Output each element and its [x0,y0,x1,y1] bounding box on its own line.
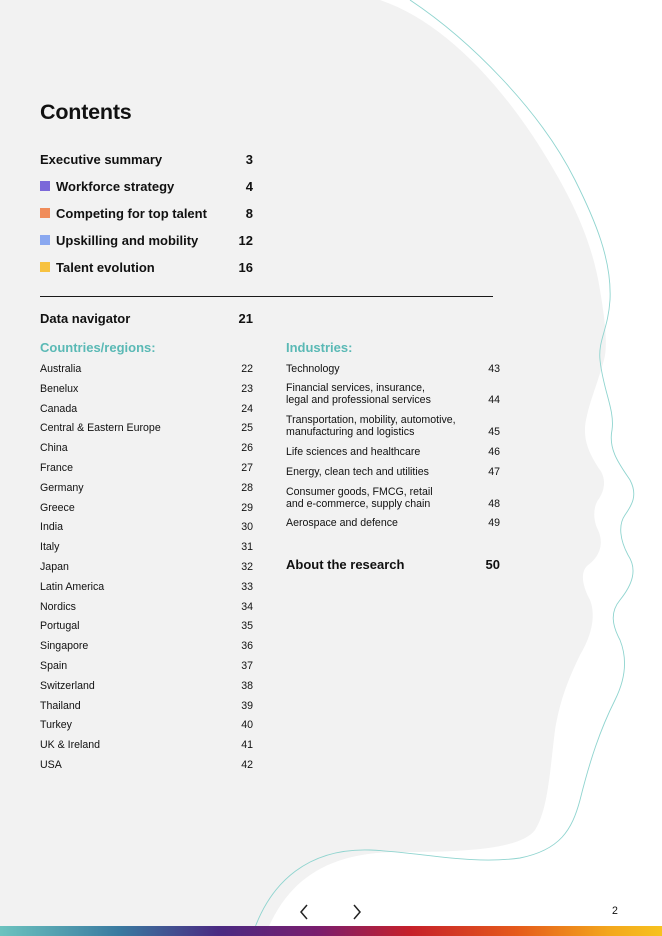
list-item[interactable] [40,421,253,434]
list-item[interactable] [40,699,253,712]
list-item-label: Transportation, mobility, automotive, manufacturing and logistics [286,414,456,438]
list-item-page: 35 [241,620,253,633]
list-item-label: Technology [286,363,340,375]
list-item-page: 22 [241,363,253,375]
list-item[interactable] [40,402,253,415]
list-item-label: Consumer goods, FMCG, retail and e-commerce, supply chain [286,486,433,510]
list-item-label: UK & Ireland [40,739,101,752]
list-item[interactable] [40,481,253,494]
section-color-square-icon [40,262,50,272]
page-number: 2 [612,905,618,917]
list-item-label: Switzerland [40,679,95,692]
contents-entry[interactable] [40,177,253,195]
list-item-page: 34 [241,600,253,613]
list-item-page: 43 [488,363,500,375]
contents-entry-page: 4 [245,178,253,194]
contents-entry-page: 3 [245,151,253,167]
contents-entry-page: 12 [238,232,253,248]
list-item-label: Life sciences and healthcare [286,446,421,458]
list-item[interactable] [286,445,500,458]
contents-entry[interactable] [40,150,253,168]
contents-entry[interactable] [40,258,253,276]
list-item-page: 47 [488,466,500,478]
countries-heading: Countries/regions: [40,340,156,355]
list-item[interactable] [40,639,253,652]
list-item[interactable] [40,560,253,573]
list-item[interactable] [286,413,500,438]
list-item[interactable] [40,540,253,553]
list-item[interactable] [40,362,253,375]
contents-entry-page: 16 [238,259,253,275]
about-research-label: About the research [286,556,405,572]
list-item-page: 44 [488,394,500,406]
list-item-label: China [40,442,68,455]
page-title: Contents [40,100,132,124]
list-item[interactable] [40,659,253,672]
list-item-page: 40 [241,719,253,732]
chevron-left-icon [298,903,310,921]
list-item-page: 38 [241,679,253,692]
list-item-page: 48 [488,498,500,510]
list-item-page: 29 [241,501,253,514]
list-item-page: 37 [241,660,253,672]
list-item-label: Turkey [40,719,72,732]
data-navigator-label: Data navigator [40,310,131,326]
list-item[interactable] [286,485,500,510]
contents-entry-label: Talent evolution [56,259,155,275]
list-item[interactable] [40,758,253,771]
list-item-page: 36 [241,640,253,653]
list-item-page: 42 [241,759,253,771]
contents-entry-label: Upskilling and mobility [56,232,199,248]
previous-page-button[interactable] [293,900,315,924]
list-item-page: 32 [241,561,253,573]
list-item-page: 24 [241,402,253,415]
industries-heading: Industries: [286,340,353,355]
list-item-label: Portugal [40,620,80,633]
list-item-page: 23 [241,382,253,395]
list-item[interactable] [286,381,500,406]
contents-entry-label: Workforce strategy [56,178,175,194]
list-item-label: Greece [40,501,75,514]
list-item[interactable] [40,679,253,692]
list-item[interactable] [40,619,253,632]
list-item[interactable] [40,441,253,454]
list-item-label: Energy, clean tech and utilities [286,466,429,478]
next-page-button[interactable] [346,900,368,924]
contents-entry[interactable] [40,204,253,222]
section-color-square-icon [40,181,50,191]
list-item-label: Italy [40,541,60,554]
list-item-page: 26 [241,442,253,455]
list-item-label: Japan [40,561,69,573]
list-item-label: Latin America [40,580,105,593]
about-research-entry[interactable] [286,555,500,573]
footer-color-bar [0,926,662,936]
chevron-right-icon [351,903,363,921]
list-item-page: 33 [241,580,253,593]
list-item-page: 31 [241,541,253,554]
list-item[interactable] [286,516,500,529]
list-item-label: Central & Eastern Europe [40,422,161,435]
list-item-label: India [40,521,63,534]
section-color-square-icon [40,208,50,218]
contents-entry-label: Competing for top talent [56,205,207,221]
list-item[interactable] [286,362,500,375]
contents-entry-label: Executive summary [40,151,163,167]
list-item[interactable] [40,501,253,514]
list-item-page: 30 [241,521,253,534]
section-divider [40,296,493,297]
list-item-page: 28 [241,481,253,494]
list-item[interactable] [40,520,253,533]
list-item-page: 45 [488,426,500,438]
data-navigator-entry[interactable] [40,309,253,327]
list-item-page: 25 [241,422,253,435]
data-navigator-page: 21 [238,310,253,326]
list-item[interactable] [40,718,253,731]
list-item-label: Canada [40,402,78,415]
list-item-label: Spain [40,660,68,672]
list-item[interactable] [40,600,253,613]
list-item-label: Singapore [40,640,89,653]
list-item-label: USA [40,759,62,771]
list-item-label: Thailand [40,699,81,712]
list-item-label: Nordics [40,600,76,613]
list-item-label: Financial services, insurance, legal and professional services [286,382,431,406]
list-item-label: Benelux [40,382,79,395]
list-item-page: 39 [241,699,253,712]
list-item[interactable] [40,580,253,593]
list-item-label: Aerospace and defence [286,517,398,529]
list-item-label: France [40,462,73,474]
list-item[interactable] [286,465,500,478]
list-item-page: 41 [241,739,253,752]
list-item[interactable] [40,382,253,395]
list-item[interactable] [40,461,253,474]
section-color-square-icon [40,235,50,245]
contents-entry-page: 8 [245,205,253,221]
list-item-page: 49 [488,517,500,529]
list-item-label: Germany [40,481,84,494]
list-item-label: Australia [40,363,82,375]
list-item-page: 27 [241,462,253,474]
list-item-page: 46 [488,446,500,458]
about-research-page: 50 [485,556,500,572]
contents-entry[interactable] [40,231,253,249]
list-item[interactable] [40,738,253,751]
